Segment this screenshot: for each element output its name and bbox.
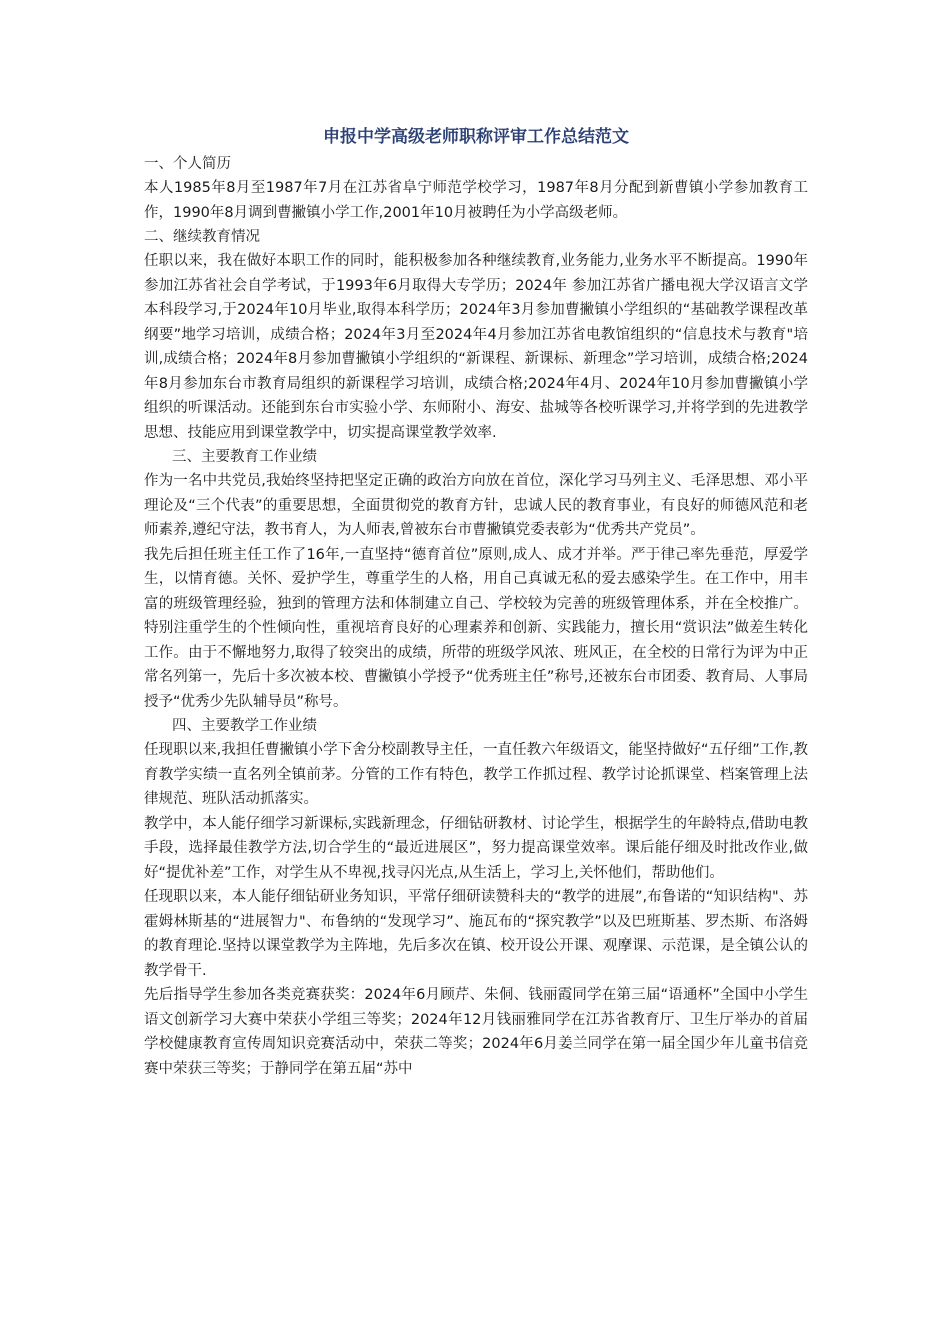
paragraph-party-member: 作为一名中共党员,我始终坚持把坚定正确的政治方向放在首位，深化学习马列主义、毛泽思想、邓小平理论及“三个代表”的重要思想，全面贯彻党的教育方针，忠诚人民的教育事业，有良好的师德风范和老师素养,遵纪守法，教书育人，为人师表,曾被东台市曹撇镇党委表彰为“优秀共产党员”。 <box>144 473 808 538</box>
paragraph-teaching-methods: 教学中，本人能仔细学习新课标,实践新理念，仔细钻研教材、讨论学生，根据学生的年龄特点,借助电教手段，选择最佳教学方法,切合学生的“最近进展区”，努力提高课堂效率。课后能仔细及时批改作业,做好“提优补差”工作，对学生从不卑视,找寻闪光点,从生活上，学习上,关怀他们，帮助他们。 <box>144 815 808 881</box>
document-title: 申报中学高级老师职称评审工作总结范文 <box>323 127 629 147</box>
section-heading-teaching-achievements: 四、主要教学工作业绩 <box>172 718 317 734</box>
section-heading-education-achievements: 三、主要教育工作业绩 <box>172 449 317 465</box>
paragraph-current-position: 任现职以来,我担任曹撇镇小学下舍分校副教导主任，一直任教六年级语文，能坚持做好“五仔细”工作,教育教学实绩一直名列全镇前茅。分管的工作有特色，教学工作抓过程、教学讨论抓课堂、档案管理上法律规范、班队活动抓落实。 <box>144 742 808 807</box>
paragraph-class-teacher: 我先后担任班主任工作了16年,一直坚持“德育首位”原则,成人、成才并举。严于律己率先垂范，厚爱学生，以情育德。关怀、爱护学生，尊重学生的人格，用自己真诚无私的爱去感染学生。在工作中，用丰富的班级管理经验，独到的管理方法和体制建立自己、学校较为完善的班级管理体系，并在全校推广。特别注重学生的个性倾向性，重视培育良好的心理素养和创新、实践能力，擅长用“赏识法”做差生转化工作。由于不懈地努力,取得了较突出的成绩，所带的班级学风浓、班风正，在全校的日常行为评为中正常名列第一，先后十多次被本校、曹撇镇小学授予“优秀班主任”称号,还被东台市团委、教育局、人事局授予“优秀少先队辅导员”称号。 <box>144 546 808 710</box>
document-page <box>144 122 808 1081</box>
paragraph-student-awards: 先后指导学生参加各类竞赛获奖：2024年6月顾芹、朱侗、钱丽霞同学在第三届“语通杯”全国中小学生语文创新学习大赛中荣获小学组三等奖；2024年12月钱丽雅同学在江苏省教育厅、卫生厅举办的首届学校健康教育宣传周知识竞赛活动中，荣获二等奖；2024年6月姜兰同学在第一届全国少年儿童书信竞赛中荣获三等奖；于静同学在第五届“苏中 <box>144 987 808 1077</box>
section-heading-resume: 一、个人简历 <box>144 156 231 172</box>
paragraph-continuing-education: 任职以来，我在做好本职工作的同时，能积极参加各种继续教育,业务能力,业务水平不断提高。1990年参加江苏省社会自学考试，于1993年6月取得大专学历；2024年 参加江苏省广播电视大学汉语言文学本科段学习,于2024年10月毕业,取得本科学历；2024年3月参加曹撇镇小学组织的“基础教学课程改革纲要”地学习培训，成绩合格；2024年3月至2024年4月参加江苏省电教馆组织的“信息技术与教育"培训,成绩合格；2024年8月参加曹撇镇小学组织的“新课程、新课标、新理念”学习培训，成绩合格;2024年8月参加东台市教育局组织的新课程学习培训，成绩合格;2024年4月、2024年10月参加曹撇镇小学组织的听课活动。还能到东台市实验小学、东师附小、海安、盐城等各校听课学习,并将学到的先进教学思想、技能应用到课堂教学中，切实提高课堂教学效率. <box>144 253 808 441</box>
section-heading-continuing-education: 二、继续教育情况 <box>144 229 260 245</box>
paragraph-professional-study: 任现职以来，本人能仔细钻研业务知识，平常仔细研读赞科夫的“教学的进展”,布鲁诺的“知识结构"、苏霍姆林斯基的“进展智力"、布鲁纳的“发现学习”、施瓦布的“探究教学”以及巴班斯基、罗杰斯、布洛姆的教育理论.坚持以课堂教学为主阵地，先后多次在镇、校开设公开课、观摩课、示范课，是全镇公认的教学骨干. <box>144 889 808 979</box>
paragraph-resume: 本人1985年8月至1987年7月在江苏省阜宁师范学校学习，1987年8月分配到新曹镇小学参加教育工作，1990年8月调到曹撇镇小学工作,2001年10月被聘任为小学高级老师。 <box>144 180 808 221</box>
